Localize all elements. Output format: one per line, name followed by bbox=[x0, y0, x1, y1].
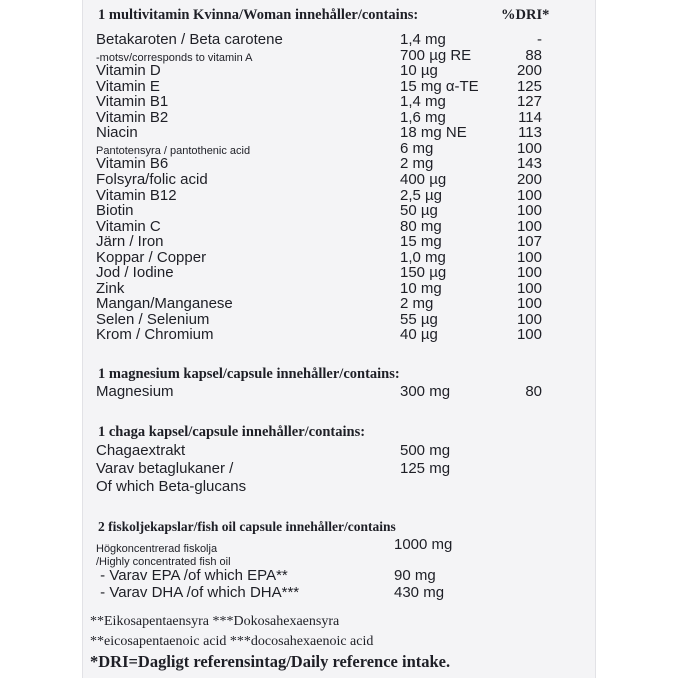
nutrient-amount: 6 mg bbox=[400, 139, 434, 157]
nutrient-name: - Varav EPA /of which EPA** bbox=[96, 567, 288, 584]
nutrient-name: Jod / Iodine bbox=[96, 264, 174, 282]
nutrient-dri: 125 bbox=[516, 77, 542, 95]
nutrient-name: Krom / Chromium bbox=[96, 326, 214, 344]
nutrient-dri: 80 bbox=[525, 383, 542, 400]
nutrient-amount: 1,4 mg bbox=[400, 31, 446, 48]
footnote-english: **eicosapentaenoic acid ***docosahexaenoic acid bbox=[90, 634, 374, 649]
nutrient-name: /Highly concentrated fish oil bbox=[96, 556, 231, 568]
nutrient-amount: 150 µg bbox=[400, 264, 447, 282]
nutrient-amount: 2 mg bbox=[400, 295, 434, 313]
nutrient-amount: 10 µg bbox=[400, 62, 438, 80]
nutrient-dri: 200 bbox=[516, 62, 542, 80]
nutrient-amount: 1,4 mg bbox=[400, 93, 446, 111]
nutrient-dri: 143 bbox=[516, 155, 542, 173]
nutrient-dri: 100 bbox=[516, 217, 542, 235]
nutrient-amount: 10 mg bbox=[400, 279, 442, 297]
nutrient-name: Järn / Iron bbox=[96, 233, 164, 251]
chaga-heading-row bbox=[98, 424, 365, 441]
nutrient-name: Högkoncentrerad fiskolja bbox=[96, 543, 218, 555]
nutrient-amount: 1000 mg bbox=[394, 536, 453, 553]
nutrient-amount: 400 µg bbox=[400, 170, 447, 188]
nutrient-name: Chagaextrakt bbox=[96, 442, 186, 459]
footnote-swedish: **Eikosapentaensyra ***Dokosahexaensyra bbox=[90, 614, 340, 629]
nutrient-name: -motsv/corresponds to vitamin A bbox=[96, 51, 253, 64]
magnesium-heading-row bbox=[98, 366, 400, 383]
nutrient-dri: 100 bbox=[516, 202, 542, 220]
nutrient-amount: 125 mg bbox=[400, 460, 451, 477]
footnote-dri: *DRI=Dagligt referensintag/Daily reference intake. bbox=[90, 652, 451, 671]
nutrient-name: Vitamin E bbox=[96, 77, 160, 95]
panel-right-edge bbox=[595, 0, 596, 678]
dri-column-header: %DRI* bbox=[501, 7, 550, 23]
nutrient-amount: 55 µg bbox=[400, 310, 438, 328]
nutrient-name: Vitamin B12 bbox=[96, 186, 177, 204]
magnesium-heading: 1 magnesium kapsel/capsule innehåller/contains: bbox=[98, 366, 400, 382]
nutrient-amount: 700 µg RE bbox=[400, 46, 472, 64]
nutrient-name: Koppar / Copper bbox=[96, 248, 207, 266]
panel-left-edge bbox=[82, 0, 83, 678]
nutrient-dri: 100 bbox=[516, 186, 542, 204]
nutrient-name: Folsyra/folic acid bbox=[96, 170, 208, 188]
nutrient-name: Vitamin B2 bbox=[96, 108, 169, 126]
nutrient-dri: 100 bbox=[516, 248, 542, 266]
fish-oil-heading-row bbox=[98, 519, 396, 535]
nutrient-name: Of which Beta-glucans bbox=[96, 478, 247, 495]
nutrient-name: Vitamin B6 bbox=[96, 155, 169, 173]
nutrient-name: Vitamin D bbox=[96, 62, 161, 80]
nutrient-dri: 88 bbox=[525, 46, 542, 64]
nutrient-dri: 100 bbox=[516, 295, 542, 313]
nutrient-dri: 200 bbox=[516, 170, 542, 188]
nutrient-name: - Varav DHA /of which DHA*** bbox=[96, 584, 300, 601]
nutrient-amount: 90 mg bbox=[394, 567, 436, 584]
nutrient-dri: 100 bbox=[516, 139, 542, 157]
nutrient-amount: 40 µg bbox=[400, 326, 438, 344]
nutrient-amount: 2 mg bbox=[400, 155, 434, 173]
multivitamin-heading-row bbox=[98, 7, 550, 24]
nutrient-dri: 100 bbox=[516, 310, 542, 328]
nutrient-dri: 114 bbox=[518, 108, 542, 126]
nutrient-name: Pantotensyra / pantothenic acid bbox=[96, 144, 251, 157]
nutrient-amount: 18 mg NE bbox=[400, 124, 467, 142]
nutrient-amount: 80 mg bbox=[400, 217, 442, 235]
nutrient-amount: 50 µg bbox=[400, 202, 438, 220]
nutrient-name: Selen / Selenium bbox=[96, 310, 210, 328]
nutrient-amount: 430 mg bbox=[394, 584, 445, 601]
nutrient-name: Niacin bbox=[96, 124, 138, 142]
nutrient-dri: 100 bbox=[516, 326, 542, 344]
nutrient-dri: 100 bbox=[516, 264, 542, 282]
nutrient-amount: 1,0 mg bbox=[400, 248, 446, 266]
nutrient-name: Betakaroten / Beta carotene bbox=[96, 31, 283, 48]
nutrient-amount: 15 mg bbox=[400, 233, 442, 251]
nutrient-amount: 2,5 µg bbox=[400, 186, 443, 204]
multivitamin-heading: 1 multivitamin Kvinna/Woman innehåller/contains: bbox=[98, 7, 419, 23]
nutrient-dri: - bbox=[537, 31, 542, 48]
nutrient-name: Magnesium bbox=[96, 383, 174, 400]
fish-oil-heading: 2 fiskoljekapslar/fish oil capsule innehåller/contains bbox=[98, 519, 396, 534]
nutrient-name: Vitamin C bbox=[96, 217, 161, 235]
nutrient-amount: 15 mg α-TE bbox=[400, 77, 479, 95]
chaga-heading: 1 chaga kapsel/capsule innehåller/contains: bbox=[98, 424, 366, 440]
nutrient-name: Zink bbox=[96, 279, 125, 297]
nutrient-name: Mangan/Manganese bbox=[96, 295, 233, 313]
nutrient-amount: 300 mg bbox=[400, 383, 451, 400]
nutrient-dri: 107 bbox=[516, 233, 542, 251]
nutrient-dri: 100 bbox=[516, 279, 542, 297]
nutrient-amount: 500 mg bbox=[400, 442, 451, 459]
nutrient-name: Vitamin B1 bbox=[96, 93, 169, 111]
nutrient-name: Varav betaglukaner / bbox=[96, 460, 234, 477]
nutrient-dri: 127 bbox=[516, 93, 542, 111]
nutrient-amount: 1,6 mg bbox=[400, 108, 446, 126]
nutrient-name: Biotin bbox=[96, 202, 134, 220]
nutrient-dri: 113 bbox=[518, 124, 542, 142]
